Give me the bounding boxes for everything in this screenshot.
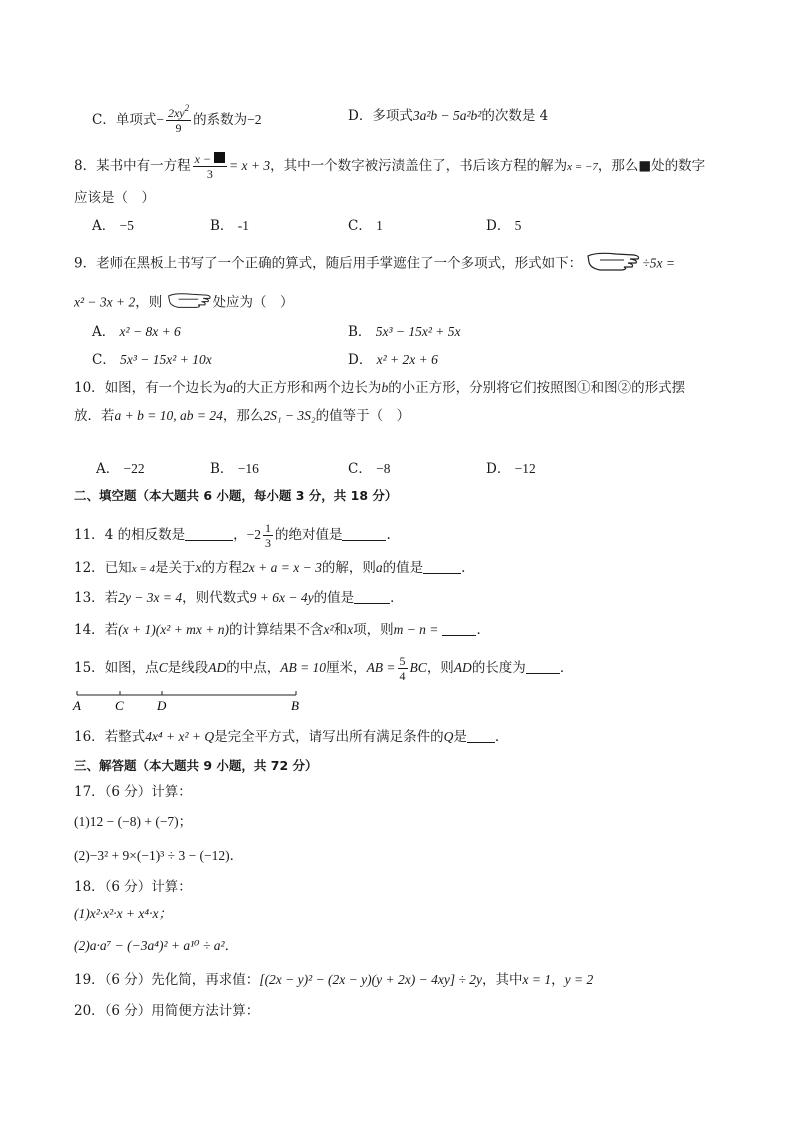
q10-option-b[interactable]: B． −16 xyxy=(210,461,259,477)
q15-fraction: $\frac{5}{4}$ xyxy=(399,654,406,683)
segment-diagram xyxy=(70,686,310,712)
q9-option-c[interactable]: C． 5x³ − 15x² + 10x xyxy=(92,352,212,368)
q17-part1: (1)12 − (−8) + (−7)； xyxy=(74,814,193,829)
q14-blank[interactable] xyxy=(442,621,476,636)
section-solve-title: 三、解答题（本大题共 9 小题，共 72 分） xyxy=(74,758,318,773)
q17-part2: (2)−3² + 9×(−1)³ ÷ 3 − (−12)． xyxy=(74,848,244,863)
section-fill-in-title: 二、填空题（本大题共 6 小题，每小题 3 分，共 18 分） xyxy=(74,488,398,503)
point-label-a: A xyxy=(73,698,81,712)
q14: 14．若(x + 1)(x² + mx + n)的计算结果不含x²和x项，则m − n = ． xyxy=(74,622,490,638)
q10-stem-cont: 放．若a + b = 10, ab = 24，那么2S₁ − 3S₂的值等于（ ） xyxy=(74,408,411,424)
q7-fraction: $\frac{2xy^2}{9}$ xyxy=(167,103,190,135)
q8-option-d[interactable]: D． 5 xyxy=(486,218,522,234)
q10-option-d[interactable]: D． −12 xyxy=(486,461,536,477)
q7-option-c: C．单项式− $\frac{2xy^2}{9}$ 的系数为−2 xyxy=(92,103,262,135)
stain-block-icon xyxy=(214,152,225,163)
point-label-b: B xyxy=(291,698,299,712)
q8-stem: 8．某书中有一方程 $\frac{x -}{3}$ = x + 3，其中一个数字被污渍盖住了，书后该方程的解为x = −7，那么■处的数字 xyxy=(74,152,706,181)
q13: 13．若2y − 3x = 4，则代数式9 + 6x − 4y的值是 ． xyxy=(74,590,404,606)
q15: 15．如图，点C是线段AD的中点，AB = 10厘米，AB = $\frac{5}{4}$ BC，则AD的长度为 ． xyxy=(74,654,574,683)
q18-part1: (1)x²·x²·x + x⁴·x； xyxy=(74,906,172,921)
q8-stem-cont: 应该是（ ） xyxy=(74,190,155,206)
q17-head: 17．（6 分）计算： xyxy=(74,784,192,800)
q10-stem: 10．如图，有一个边长为a的大正方形和两个边长为b的小正方形，分别将它们按照图①和图②的形式摆 xyxy=(74,380,686,396)
q9-stem: 9．老师在黑板上书写了一个正确的算式，随后用手掌遮住了一个多项式，形式如下： ÷5x = xyxy=(74,250,675,278)
q16: 16．若整式4x⁴ + x² + Q是完全平方式，请写出所有满足条件的Q是 ． xyxy=(74,729,509,745)
q10-option-c[interactable]: C． −8 xyxy=(348,461,391,477)
q15-blank[interactable] xyxy=(526,659,560,674)
q11-fraction: $\frac{1}{3}$ xyxy=(264,521,271,550)
q9-stem-cont: x² − 3x + 2，则 处应为（ ） xyxy=(74,290,294,316)
q9-option-b[interactable]: B． 5x³ − 15x² + 5x xyxy=(348,324,461,340)
q12: 12．已知x = 4是关于x的方程2x + a = x − 3的解，则a的值是 . xyxy=(74,560,466,576)
q11-blank-2[interactable] xyxy=(342,526,386,541)
palm-hand-icon xyxy=(586,250,642,278)
q8-equation-fraction: $\frac{x -}{3}$ xyxy=(193,152,227,181)
q9-option-d[interactable]: D． x² + 2x + 6 xyxy=(348,352,438,368)
q8-option-b[interactable]: B． -1 xyxy=(210,218,249,234)
q18-part2: (2)a·a⁷ − (−3a⁴)² + a¹⁰ ÷ a²． xyxy=(74,938,239,953)
q18-head: 18．（6 分）计算： xyxy=(74,879,192,895)
q16-blank[interactable] xyxy=(467,728,495,743)
q20-head: 20．（6 分）用简便方法计算： xyxy=(74,1003,260,1019)
q8-option-a[interactable]: A． −5 xyxy=(92,218,134,234)
point-label-c: C xyxy=(115,698,124,712)
q10-option-a[interactable]: A． −22 xyxy=(96,461,145,477)
q8-option-c[interactable]: C． 1 xyxy=(348,218,383,234)
point-label-d: D xyxy=(157,698,167,712)
q13-blank[interactable] xyxy=(354,589,390,604)
palm-hand-icon xyxy=(167,290,213,316)
q11: 11．4 的相反数是 ，−2 $\frac{1}{3}$ 的绝对值是 . xyxy=(74,521,391,550)
q12-blank[interactable] xyxy=(423,559,461,574)
q19: 19．（6 分）先化简，再求值：[(2x − y)² − (2x − y)(y + 2x) − 4xy] ÷ 2y，其中x = 1，y = 2 xyxy=(74,972,594,988)
q9-option-a[interactable]: A． x² − 8x + 6 xyxy=(92,324,181,340)
q11-blank-1[interactable] xyxy=(185,526,233,541)
q7-option-d: D．多项式3a²b − 5a²b²的次数是 4 xyxy=(348,108,549,124)
